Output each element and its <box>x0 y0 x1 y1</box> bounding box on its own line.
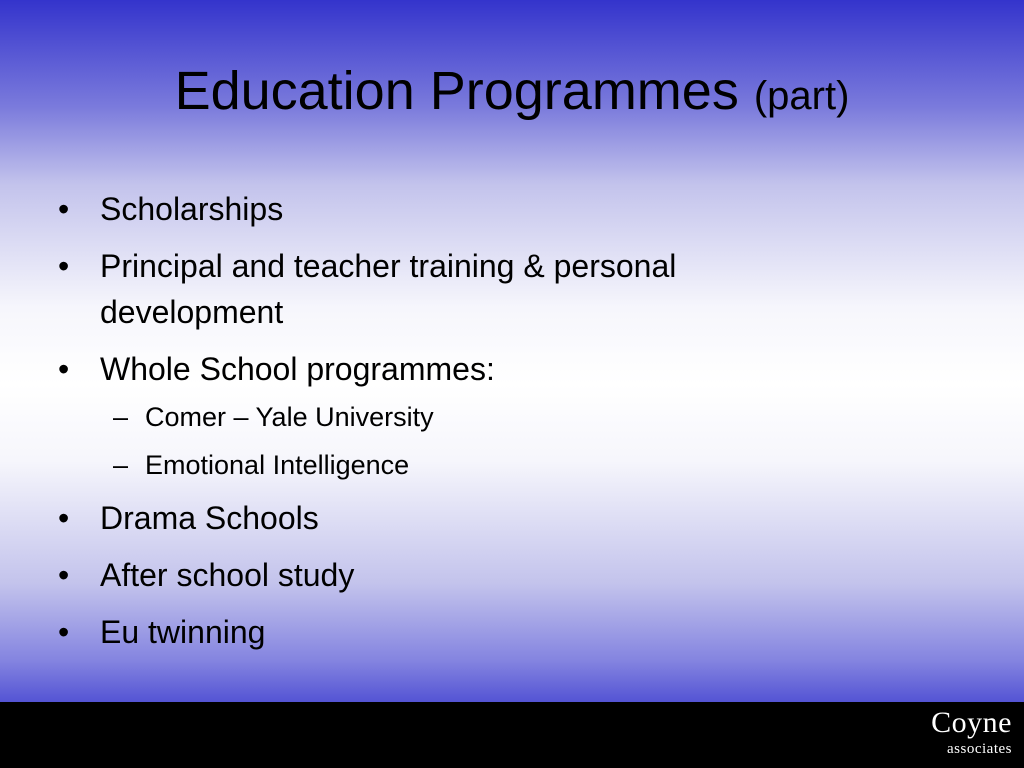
bullet-text: Scholarships <box>100 191 284 227</box>
sub-item-emotional-intelligence <box>100 446 858 484</box>
logo-name: Coyne <box>931 706 1012 739</box>
bullet-text: Principal and teacher training & personal development <box>100 248 677 330</box>
sub-bullet-marker: – <box>113 450 129 480</box>
bullet-text: Eu twinning <box>100 614 266 650</box>
bullet-item-whole-school <box>58 346 858 484</box>
bullet-text: Drama Schools <box>100 500 319 536</box>
bullet-item-drama-schools <box>58 495 858 541</box>
sub-bullet-text: Comer – Yale University <box>145 402 434 432</box>
bullet-text: After school study <box>100 557 355 593</box>
bullet-item-eu-twinning <box>58 609 858 655</box>
sub-bullet-text: Emotional Intelligence <box>145 450 410 480</box>
bullet-marker: • <box>58 191 70 227</box>
sub-item-comer <box>100 398 858 436</box>
bullet-item-scholarships <box>58 186 858 232</box>
title-text: Education Programmes <box>174 61 739 121</box>
sub-bullet-list <box>100 398 858 484</box>
bullet-marker: • <box>58 614 70 650</box>
bullet-marker: • <box>58 557 70 593</box>
coyne-associates-logo <box>912 706 1012 758</box>
bullet-text: Whole School programmes: <box>100 351 495 387</box>
bullet-marker: • <box>58 248 70 284</box>
sub-bullet-marker: – <box>113 402 129 432</box>
logo-subtitle: associates <box>947 741 1012 757</box>
bullet-item-after-school <box>58 552 858 598</box>
bullet-marker: • <box>58 500 70 536</box>
title-suffix: (part) <box>753 74 850 118</box>
bullet-marker: • <box>58 351 70 387</box>
bullet-list <box>58 186 858 666</box>
slide-title <box>0 62 1024 121</box>
bullet-item-training <box>58 243 858 335</box>
